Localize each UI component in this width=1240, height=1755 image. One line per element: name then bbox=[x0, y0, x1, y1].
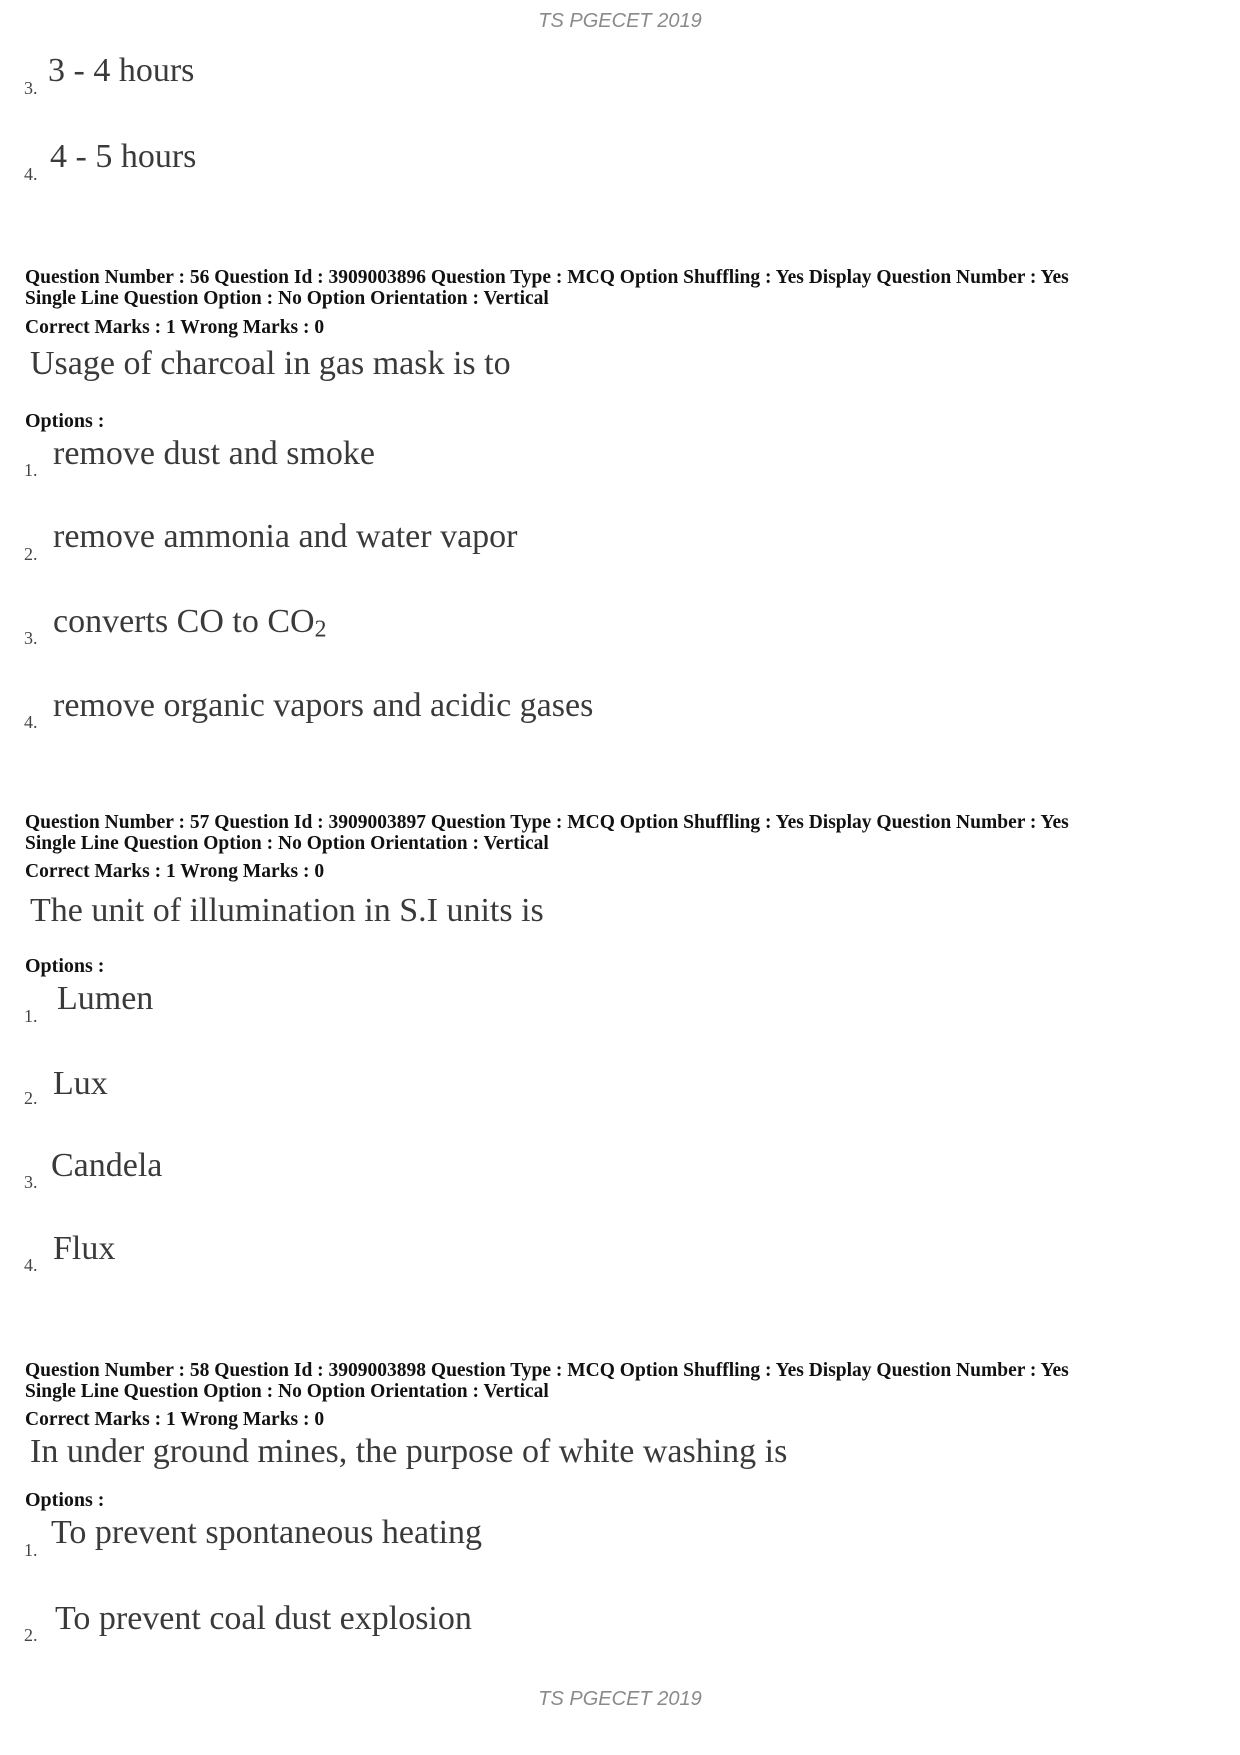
option-text: remove ammonia and water vapor bbox=[53, 518, 518, 555]
option-number: 3. bbox=[24, 628, 38, 648]
question-meta: Question Number : 57 Question Id : 3909003897 Question Type : MCQ Option Shuffling : Yes Display Question Number : Yes bbox=[25, 812, 1069, 833]
options-label: Options : bbox=[25, 955, 105, 977]
question-text: Usage of charcoal in gas mask is to bbox=[30, 345, 511, 382]
option-number: 2. bbox=[24, 1625, 38, 1645]
options-label: Options : bbox=[25, 1489, 105, 1511]
option-text: To prevent coal dust explosion bbox=[55, 1600, 472, 1637]
option-number: 4. bbox=[24, 1255, 38, 1275]
option-number: 3. bbox=[24, 78, 38, 98]
question-marks: Correct Marks : 1 Wrong Marks : 0 bbox=[25, 1409, 325, 1430]
options-label: Options : bbox=[25, 410, 105, 432]
question-meta-line2: Single Line Question Option : No Option Orientation : Vertical bbox=[25, 288, 549, 309]
page-header: TS PGECET 2019 bbox=[538, 10, 702, 32]
option-text: Flux bbox=[53, 1230, 116, 1267]
question-meta-line2: Single Line Question Option : No Option Orientation : Vertical bbox=[25, 1381, 549, 1402]
question-text: In under ground mines, the purpose of white washing is bbox=[30, 1433, 788, 1470]
option-number: 1. bbox=[24, 460, 38, 480]
option-text: remove organic vapors and acidic gases bbox=[53, 687, 594, 724]
question-marks: Correct Marks : 1 Wrong Marks : 0 bbox=[25, 317, 325, 338]
option-text: Lumen bbox=[57, 980, 154, 1017]
option-number: 1. bbox=[24, 1006, 38, 1026]
option-number: 2. bbox=[24, 544, 38, 564]
question-meta: Question Number : 56 Question Id : 3909003896 Question Type : MCQ Option Shuffling : Yes Display Question Number : Yes bbox=[25, 267, 1069, 288]
option-number: 4. bbox=[24, 712, 38, 732]
question-meta-line2: Single Line Question Option : No Option Orientation : Vertical bbox=[25, 833, 549, 854]
option-text: Lux bbox=[53, 1065, 108, 1102]
option-text: To prevent spontaneous heating bbox=[51, 1514, 483, 1551]
option-text: 4 - 5 hours bbox=[50, 138, 197, 175]
option-number: 4. bbox=[24, 164, 38, 184]
option-text: 3 - 4 hours bbox=[48, 52, 195, 89]
page-footer: TS PGECET 2019 bbox=[538, 1688, 702, 1710]
option-number: 3. bbox=[24, 1172, 38, 1192]
option-text: Candela bbox=[51, 1147, 163, 1184]
option-number: 2. bbox=[24, 1088, 38, 1108]
question-marks: Correct Marks : 1 Wrong Marks : 0 bbox=[25, 861, 325, 882]
option-text: remove dust and smoke bbox=[53, 435, 375, 472]
question-text: The unit of illumination in S.I units is bbox=[30, 892, 544, 929]
option-text: converts CO to $CO_2$ bbox=[53, 603, 327, 643]
question-meta: Question Number : 58 Question Id : 3909003898 Question Type : MCQ Option Shuffling : Yes Display Question Number : Yes bbox=[25, 1360, 1069, 1381]
option-number: 1. bbox=[24, 1540, 38, 1560]
